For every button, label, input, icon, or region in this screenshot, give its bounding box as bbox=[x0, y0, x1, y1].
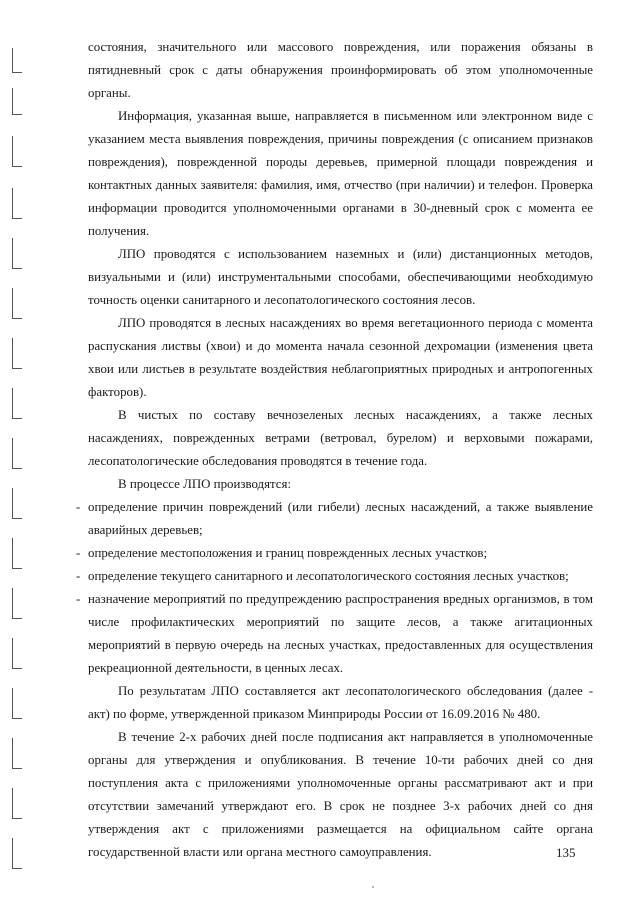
binding-mark bbox=[12, 188, 22, 219]
binding-mark bbox=[12, 48, 22, 73]
binding-mark bbox=[12, 238, 22, 269]
list-dash: - bbox=[76, 592, 81, 606]
binding-mark bbox=[12, 788, 22, 819]
list-item-text: определение причин повреждений (или гибели) лесных насаждений, а также выявление аварийных деревьев; bbox=[88, 500, 593, 537]
binding-marks bbox=[4, 20, 34, 890]
page-number: 135 bbox=[556, 845, 576, 860]
scan-speck bbox=[372, 886, 374, 888]
list-item-text: назначение мероприятий по предупреждению распространения вредных организмов, в том числе профилактических мероприятий по защите лесов, а также агитационных мероприятий в первую очередь на лесных участках, предоставленных для осуществления рекреационной деятельности, в ценных лесах. bbox=[88, 592, 593, 675]
activities-list bbox=[76, 496, 593, 680]
paragraph: В чистых по составу вечнозеленых лесных насаждениях, а также лесных насаждениях, поврежденных ветрами (ветровал, бурелом) и верховыми пожарами, лесопатологические обследования проводятся в течение года. bbox=[88, 408, 593, 468]
binding-mark bbox=[12, 838, 22, 869]
binding-mark bbox=[12, 388, 22, 419]
binding-mark bbox=[12, 136, 22, 167]
paragraph: В течение 2-х рабочих дней после подписания акт направляется в уполномоченные органы для утверждения и опубликования. В течение 10-ти рабочих дней со дня поступления акта с приложениями уполномоченные органы рассматривают акт и при отсутствии замечаний утверждают его. В срок не позднее 3-х рабочих дней со дня утверждения акт с приложениями размещается на официальном сайте органа государственной власти или органа местного самоуправления. bbox=[88, 730, 593, 859]
list-intro: В процессе ЛПО производятся: bbox=[118, 477, 292, 491]
list-item bbox=[76, 542, 593, 565]
binding-mark bbox=[12, 738, 22, 769]
list-item bbox=[76, 565, 593, 588]
binding-mark bbox=[12, 88, 22, 115]
list-dash: - bbox=[76, 569, 81, 583]
binding-mark bbox=[12, 688, 22, 719]
list-dash: - bbox=[76, 500, 81, 514]
binding-mark bbox=[12, 638, 22, 669]
document-body bbox=[76, 36, 593, 864]
paragraph: По результатам ЛПО составляется акт лесопатологического обследования (далее - акт) по форме, утвержденной приказом Минприроды России от 16.09.2016 № 480. bbox=[88, 684, 593, 721]
paragraph: ЛПО проводятся в лесных насаждениях во время вегетационного периода с момента распускания листвы (хвои) и до момента начала сезонной дехромации (изменения цвета хвои или листьев в результате воздействия неблагоприятных природных и антропогенных факторов). bbox=[88, 316, 593, 399]
paragraph: ЛПО проводятся с использованием наземных и (или) дистанционных методов, визуальными и (или) инструментальными способами, обеспечивающими необходимую точность оценки санитарного и лесопатологического состояния лесов. bbox=[88, 247, 593, 307]
binding-mark bbox=[12, 438, 22, 469]
binding-mark bbox=[12, 538, 22, 569]
binding-mark bbox=[12, 288, 22, 319]
binding-mark bbox=[12, 488, 22, 519]
paragraph-continuation: состояния, значительного или массового повреждения, или поражения обязаны в пятидневный срок с даты обнаружения проинформировать об этом уполномоченные органы. bbox=[88, 40, 593, 100]
binding-mark bbox=[12, 338, 22, 369]
binding-mark bbox=[12, 588, 22, 619]
paragraph: Информация, указанная выше, направляется в письменном или электронном виде с указанием места выявления повреждения, причины повреждения (с описанием признаков повреждения), поврежденной породы деревьев, примерной площади повреждения и контактных данных заявителя: фамилия, имя, отчество (при наличии) и телефон. Проверка информации проводится уполномоченными органами в 30-дневный срок с момента ее получения. bbox=[88, 109, 593, 238]
list-item bbox=[76, 588, 593, 680]
list-dash: - bbox=[76, 546, 81, 560]
list-item-text: определение местоположения и границ поврежденных лесных участков; bbox=[88, 546, 488, 560]
list-item bbox=[76, 496, 593, 542]
list-item-text: определение текущего санитарного и лесопатологического состояния лесных участков; bbox=[88, 569, 569, 583]
